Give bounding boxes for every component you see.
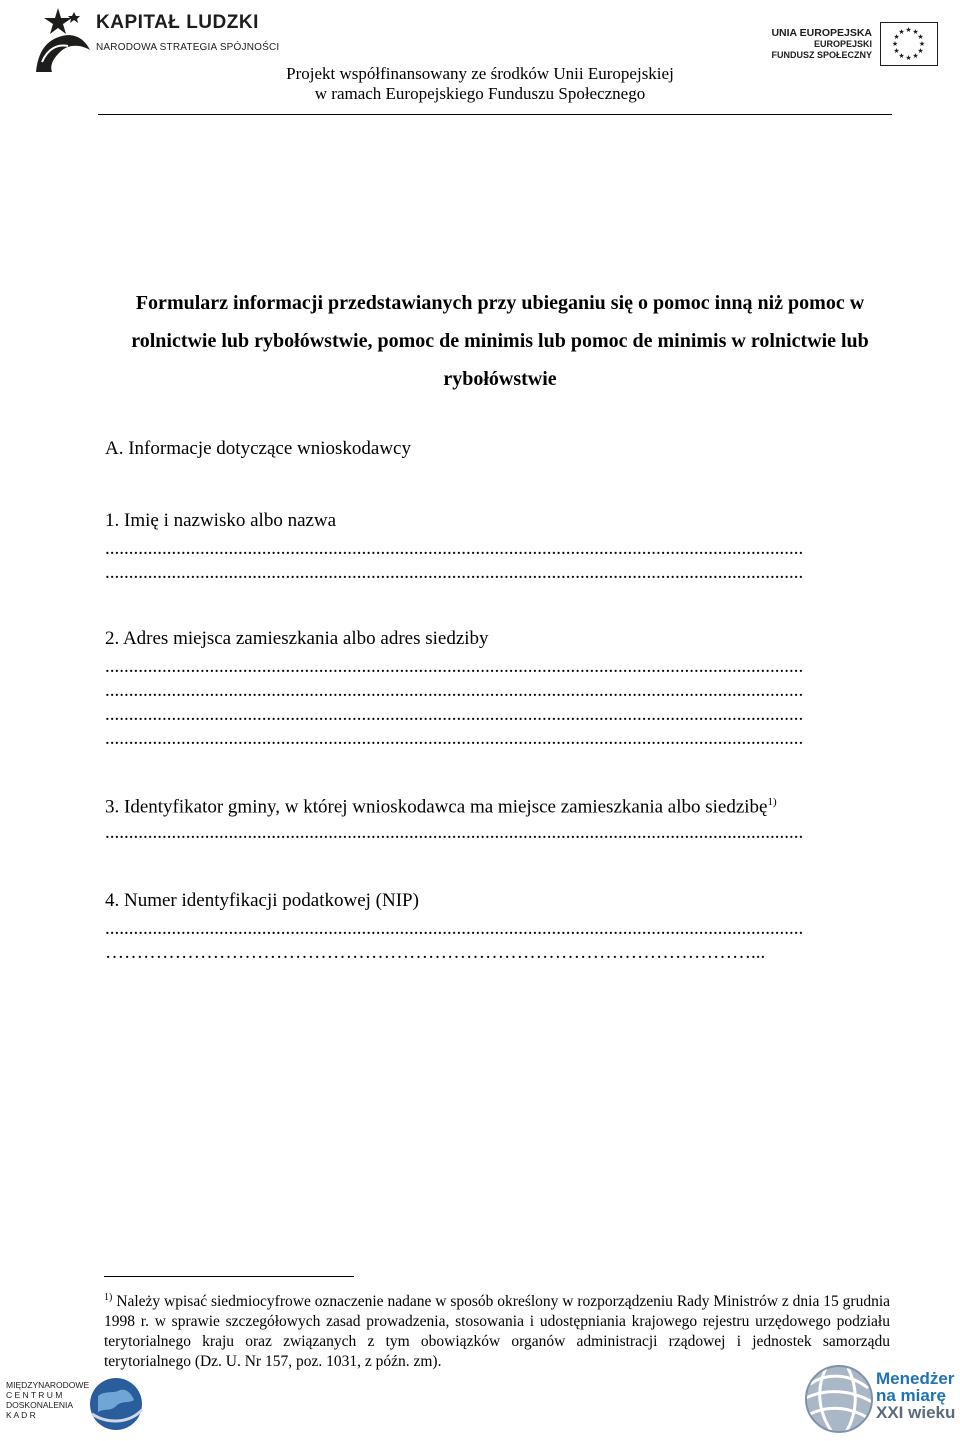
svg-text:★: ★ <box>917 47 924 55</box>
section-a-heading: A. Informacje dotyczące wnioskodawcy <box>105 438 411 459</box>
mcdk-logo-text <box>6 1380 89 1420</box>
form-title-line-1: Formularz informacji przedstawianych przy ubieganiu się o pomoc inną niż pomoc w <box>135 292 865 314</box>
field-2-label: 2. Adres miejsca zamieszkania albo adres siedziby <box>105 628 489 649</box>
field-3-label <box>105 796 777 818</box>
svg-text:★: ★ <box>893 33 900 41</box>
field-2-dots-line[interactable]: ................................................................................................................................................... <box>105 728 804 749</box>
menedzer-line-3: XXI wieku <box>876 1403 956 1422</box>
field-4-dots-line[interactable]: …………………………………………………………………………………………... <box>105 942 766 963</box>
eu-logo-line-3: FUNDUSZ SPOŁECZNY <box>771 50 872 60</box>
logo-title: KAPITAŁ LUDZKI <box>96 12 259 33</box>
project-line-2: w ramach Europejskiego Funduszu Społecznego <box>314 84 646 103</box>
footnote-text: Należy wpisać siedmiocyfrowe oznaczenie nadane w sposób określony w rozporządzeniu Rady Ministrów z dnia 15 grudnia 1998 r. w sprawie szczegółowych zasad prowadzenia, stosowania i udostępniania krajowego rejestru urzędowego podziału terytorialnego kraju oraz związanych z tym obowiązków organów administracji rządowej i jednostek samorządu terytorialnego (Dz. U. Nr 157, poz. 1031, z późn. zm). <box>104 1293 891 1371</box>
mcdk-line-4: K A D R <box>6 1410 36 1420</box>
eu-logo-line-2: EUROPEJSKI <box>813 39 872 49</box>
mcdk-line-1: MIĘDZYNARODOWE <box>6 1380 90 1390</box>
svg-text:★: ★ <box>898 52 905 60</box>
menedzer-globe-icon <box>802 1362 876 1436</box>
header-divider <box>98 114 892 115</box>
svg-text:★: ★ <box>912 52 919 60</box>
eu-flag-icon <box>880 22 938 66</box>
field-3-dots-line[interactable]: ................................................................................................................................................... <box>105 822 804 843</box>
svg-text:★: ★ <box>917 33 924 41</box>
form-title-line-3: rybołówstwie <box>443 368 557 390</box>
field-2-dots-line[interactable]: ................................................................................................................................................... <box>105 656 804 677</box>
field-3-label-text: 3. Identyfikator gminy, w której wnioskodawca ma miejsce zamieszkania albo siedzibę <box>105 796 768 818</box>
field-1-dots-line[interactable]: ................................................................................................................................................... <box>105 538 804 559</box>
field-2-dots-line[interactable]: ................................................................................................................................................... <box>105 704 804 725</box>
footnote-divider <box>104 1276 354 1277</box>
field-3-footnote-ref: 1) <box>767 796 777 808</box>
menedzer-logo-text <box>876 1370 955 1421</box>
project-line-1: Projekt współfinansowany ze środków Unii Europejskiej <box>286 64 674 83</box>
menedzer-line-2: na miarę <box>876 1386 946 1405</box>
svg-text:★: ★ <box>918 40 926 48</box>
footnote <box>104 1288 890 1372</box>
svg-text:★: ★ <box>891 40 899 48</box>
eu-logo-text <box>771 28 872 61</box>
svg-text:★: ★ <box>912 28 919 36</box>
mcdk-line-2: C E N T R U M <box>6 1390 63 1400</box>
svg-text:★: ★ <box>905 26 912 34</box>
svg-text:★: ★ <box>893 47 900 55</box>
menedzer-line-1: Menedżer <box>876 1369 955 1388</box>
globe-icon <box>84 1374 146 1434</box>
form-title-line-2: rolnictwie lub rybołówstwie, pomoc de minimis lub pomoc de minimis w rolnictwie lub <box>131 330 869 352</box>
field-2-dots-line[interactable]: ................................................................................................................................................... <box>105 680 804 701</box>
svg-text:★: ★ <box>898 28 905 36</box>
field-4-dots-line[interactable]: ................................................................................................................................................... <box>105 918 804 939</box>
field-4-label: 4. Numer identyfikacji podatkowej (NIP) <box>105 890 419 911</box>
logo-subtitle: NARODOWA STRATEGIA SPÓJNOŚCI <box>96 42 280 53</box>
eu-logo-line-1: UNIA EUROPEJSKA <box>771 27 872 39</box>
svg-text:★: ★ <box>905 54 912 62</box>
mcdk-line-3: DOSKONALENIA <box>6 1400 74 1410</box>
footnote-marker: 1) <box>104 1292 113 1303</box>
field-1-dots-line[interactable]: ................................................................................................................................................... <box>105 562 804 583</box>
field-1-label: 1. Imię i nazwisko albo nazwa <box>105 510 337 531</box>
